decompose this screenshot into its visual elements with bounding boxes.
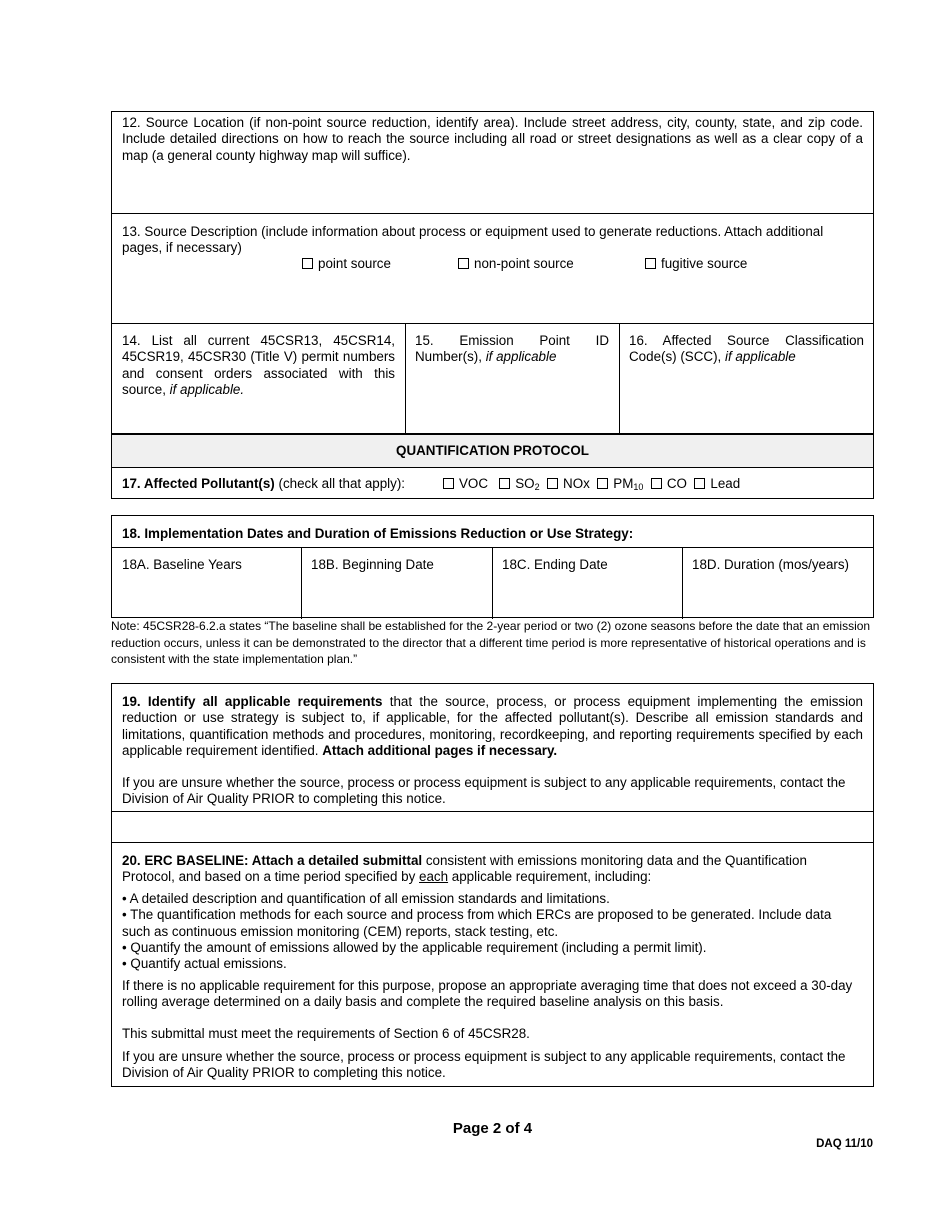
list-item: • Quantify the amount of emissions allowed by the applicable requirement (including a permit limit). — [122, 939, 707, 955]
q20-section-requirement: This submittal must meet the requirements of Section 6 of 45CSR28. — [122, 1026, 530, 1041]
checkbox-icon[interactable] — [302, 258, 313, 269]
checkbox-icon[interactable] — [443, 478, 454, 489]
divider — [112, 213, 873, 214]
pollutant-so2[interactable]: $SO_2$ — [499, 476, 539, 491]
option-label: non-point source — [474, 256, 574, 271]
baseline-note: Note: 45CSR28-6.2.a states “The baseline shall be established for the 2-year period or two (2) ozone seasons before the date that an emission reduction occurs, unless it can be demonstrated to the director that a different time period is more representative of historical operations and is consistent with the state implementation plan.” — [111, 619, 871, 666]
list-item: • A detailed description and quantification of all emission standards and limitations. — [122, 891, 610, 906]
divider — [112, 842, 873, 843]
form-section-implementation-dates — [111, 515, 874, 618]
list-item: • The quantification methods for each source and process from which ERCs are proposed to be generated. Include data such as continuous emission monitoring (CEM) reports, stack testing, etc. — [122, 907, 832, 939]
divider — [112, 323, 873, 324]
checkbox-icon[interactable] — [458, 258, 469, 269]
q17-pollutant-options — [443, 476, 740, 495]
form-section-source — [111, 111, 874, 499]
q13-source-description: 13. Source Description (include information about process or equipment used to generate reductions. Attach additional pages, if necessary) — [122, 224, 824, 256]
pollutant-voc[interactable]: VOC — [443, 476, 488, 491]
q18-title: 18. Implementation Dates and Duration of Emissions Reduction or Use Strategy: — [122, 526, 634, 541]
q20-contact-note: If you are unsure whether the source, process or process equipment is subject to any applicable requirements, contact the Division of Air Quality PRIOR to completing this notice. — [122, 1049, 846, 1081]
option-label: fugitive source — [661, 256, 748, 271]
q13-option-point-source[interactable] — [302, 256, 391, 272]
q19-applicable-requirements: 19. Identify all applicable requirements that the source, process, or process equipment implementing the emission reduction or use strategy is subject to, if applicable, for the affected pollutant(s). Describe all emission standards and limitations, quantification methods and procedures, monitoring, recordkeeping, and reporting requirements specified by each applicable requirement identified. Attach additional pages if necessary. — [122, 694, 864, 758]
q20-averaging-note: If there is no applicable requirement for this purpose, propose an appropriate averaging time that does not exceed a 30-day rolling average determined on a daily basis and complete the required baseline analysis on this basis. — [122, 978, 853, 1010]
column-divider — [492, 547, 493, 619]
pollutant-pm10[interactable]: $PM_{10}$ — [597, 476, 643, 491]
q20-requirements-list — [122, 891, 863, 972]
q15-emission-point-id: 15. Emission Point ID Number(s), if applicable — [415, 333, 609, 365]
option-label: point source — [318, 256, 391, 271]
q20-erc-baseline: 20. ERC BASELINE: Attach a detailed submittal consistent with emissions monitoring data and the Quantification Protocol, and based on a time period specified by each applicable requirement, including: — [122, 853, 807, 885]
pollutant-co[interactable]: CO — [651, 476, 687, 491]
checkbox-icon[interactable] — [499, 478, 510, 489]
checkbox-icon[interactable] — [651, 478, 662, 489]
q18c-ending-date[interactable]: 18C. Ending Date — [502, 557, 608, 572]
divider — [112, 467, 873, 468]
column-divider — [682, 547, 683, 619]
checkbox-icon[interactable] — [694, 478, 705, 489]
form-section-requirements — [111, 683, 874, 1087]
q17-affected-pollutants: 17. Affected Pollutant(s) (check all that apply): — [122, 476, 406, 491]
pollutant-lead[interactable]: Lead — [694, 476, 740, 491]
checkbox-icon[interactable] — [597, 478, 608, 489]
list-item: • Quantify actual emissions. — [122, 956, 287, 972]
pollutant-nox[interactable]: NOx — [547, 476, 590, 491]
q19-contact-note: If you are unsure whether the source, process or process equipment is subject to any applicable requirements, contact the Division of Air Quality PRIOR to completing this notice. — [122, 775, 846, 807]
q14-permit-numbers: 14. List all current 45CSR13, 45CSR14, 45CSR19, 45CSR30 (Title V) permit numbers and consent orders associated with this source, if applicable. — [122, 333, 395, 397]
q18a-baseline-years[interactable]: 18A. Baseline Years — [122, 557, 242, 572]
column-divider — [301, 547, 302, 619]
q18b-beginning-date[interactable]: 18B. Beginning Date — [311, 557, 434, 572]
form-code: DAQ 11/10 — [816, 1138, 873, 1150]
q12-source-location: 12. Source Location (if non-point source reduction, identify area). Include street address, city, county, state, and zip code. Include detailed directions on how to reach the source including all road or street designations as well as a clear copy of a map (a general county highway map will suffice). — [122, 115, 863, 163]
q13-option-fugitive-source[interactable] — [645, 256, 747, 272]
checkbox-icon[interactable] — [547, 478, 558, 489]
page-number: Page 2 of 4 — [452, 1120, 533, 1137]
q18d-duration[interactable]: 18D. Duration (mos/years) — [692, 557, 850, 572]
q19-response-field[interactable] — [112, 812, 873, 842]
q16-scc-codes: 16. Affected Source Classification Code(s) (SCC), if applicable — [629, 333, 864, 365]
q13-option-non-point-source[interactable] — [458, 256, 574, 272]
checkbox-icon[interactable] — [645, 258, 656, 269]
quantification-protocol-header: QUANTIFICATION PROTOCOL — [112, 435, 873, 467]
